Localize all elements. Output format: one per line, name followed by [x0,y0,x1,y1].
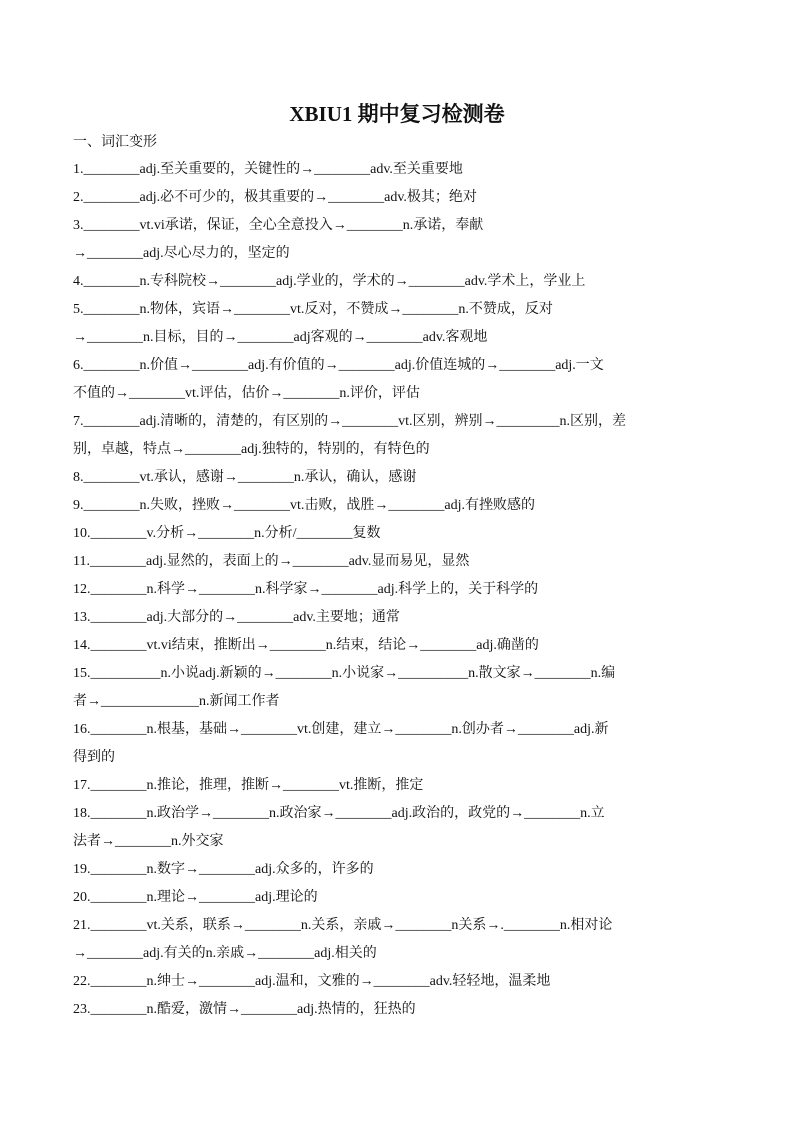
vocab-line: 21.________vt.关系，联系→________n.关系，亲戚→________n关系→.________n.相对论 [73,918,613,933]
vocab-line: 1.________adj.至关重要的，关键性的→________adv.至关重要地 [73,162,463,177]
vocab-line: 14.________vt.vi结束，推断出→________n.结束，结论→________adj.确凿的 [73,638,539,653]
vocab-line: 6.________n.价值→________adj.有价值的→________adj.价值连城的→________adj.一文 [73,358,604,373]
vocab-line: 10.________v.分析→________n.分析/________复数 [73,526,381,541]
vocab-line: 12.________n.科学→________n.科学家→________adj.科学上的，关于科学的 [73,582,539,597]
vocab-line: 15.__________n.小说adj.新颖的→________n.小说家→__________n.散文家→________n.编 [73,666,616,681]
vocab-line: 11.________adj.显然的，表面上的→________adv.显而易见，显然 [73,554,470,569]
vocab-line: 得到的 [73,750,115,765]
vocab-line: 23.________n.酷爱，激情→________adj.热情的，狂热的 [73,1002,416,1017]
section-heading: 一、词汇变形 [73,135,157,150]
vocab-line: →________n.目标，目的→________adj客观的→________adv.客观地 [73,330,488,345]
vocab-line: 者→______________n.新闻工作者 [73,694,280,709]
vocab-line: →________adj.尽心尽力的，坚定的 [73,246,290,261]
vocab-line: 不值的→________vt.评估，估价→________n.评价，评估 [73,386,420,401]
vocab-line: 法者→________n.外交家 [73,834,224,849]
vocab-line: 20.________n.理论→________adj.理论的 [73,890,318,905]
vocab-line: 19.________n.数字→________adj.众多的，许多的 [73,862,374,877]
vocab-line: 16.________n.根基，基础→________vt.创建，建立→________n.创办者→________adj.新 [73,722,609,737]
vocab-line: 5.________n.物体，宾语→________vt.反对，不赞成→________n.不赞成，反对 [73,302,553,317]
page-title: XBIU1 期中复习检测卷 [289,102,505,126]
vocab-line: 22.________n.绅士→________adj.温和，文雅的→________adv.轻轻地，温柔地 [73,974,551,989]
vocab-line: 3.________vt.vi承诺，保证，全心全意投入→________n.承诺，奉献 [73,218,484,233]
vocab-line: 2.________adj.必不可少的，极其重要的→________adv.极其；绝对 [73,190,477,205]
vocab-line: 17.________n.推论，推理，推断→________vt.推断，推定 [73,778,424,793]
vocab-line: 13.________adj.大部分的→________adv.主要地；通常 [73,610,400,625]
vocab-line: 18.________n.政治学→________n.政治家→________adj.政治的，政党的→________n.立 [73,806,605,821]
vocab-line: 9.________n.失败，挫败→________vt.击败，战胜→________adj.有挫败感的 [73,498,535,513]
vocab-line: →________adj.有关的n.亲戚→________adj.相关的 [73,946,377,961]
vocab-line: 4.________n.专科院校→________adj.学业的，学术的→________adv.学术上，学业上 [73,274,586,289]
vocab-lines [73,156,723,1024]
vocab-line: 8.________vt.承认，感谢→________n.承认，确认，感谢 [73,470,417,485]
vocab-line: 别，卓越，特点→________adj.独特的，特别的，有特色的 [73,442,430,457]
vocab-line: 7.________adj.清晰的，清楚的，有区别的→________vt.区别，辨别→_________n.区别，差 [73,414,626,429]
